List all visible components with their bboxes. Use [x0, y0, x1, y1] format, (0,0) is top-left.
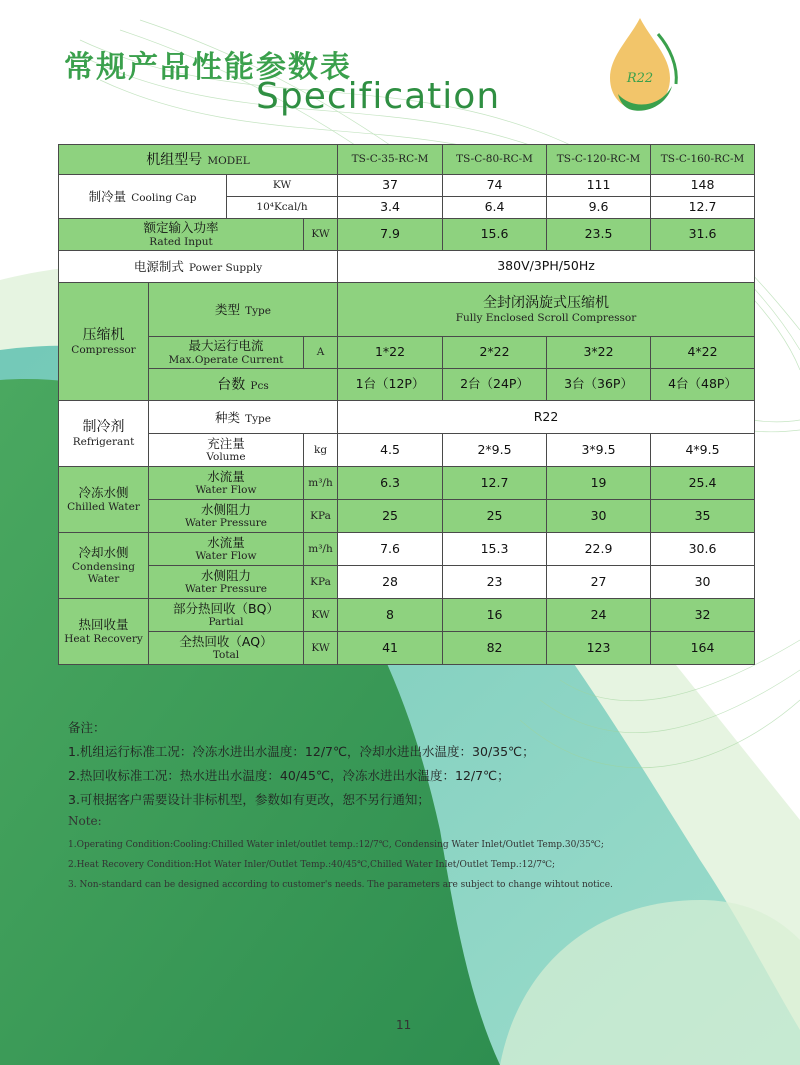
- cooling-kw-3: 111: [547, 175, 651, 197]
- condensing-flow-3: 22.9: [547, 533, 651, 566]
- page-number: 11: [396, 1018, 412, 1032]
- notes-zh-line-2: 2.热回收标准工况：热水进出水温度：40/45℃，冷冻水进出水温度：12/7℃；: [68, 768, 510, 783]
- chilled-pressure-1: 25: [338, 500, 443, 533]
- rated-input-2: 15.6: [443, 219, 547, 251]
- heat-partial-2: 16: [443, 599, 547, 632]
- rated-input-label: 额定输入功率 Rated Input: [59, 219, 304, 251]
- count-3: 3台（36P）: [547, 369, 651, 401]
- cooling-kcal-4: 12.7: [651, 197, 755, 219]
- refrigerant-type-label: 种类 Type: [149, 401, 338, 434]
- rated-input-3: 23.5: [547, 219, 651, 251]
- chilled-pressure-unit: KPa: [304, 500, 338, 533]
- condensing-pressure-label: 水侧阻力 Water Pressure: [149, 566, 304, 599]
- chilled-flow-4: 25.4: [651, 467, 755, 500]
- row-compressor-current: [59, 337, 755, 369]
- chilled-flow-1: 6.3: [338, 467, 443, 500]
- condensing-flow-1: 7.6: [338, 533, 443, 566]
- condensing-flow-2: 15.3: [443, 533, 547, 566]
- rated-input-unit: KW: [304, 219, 338, 251]
- cooling-kcal-3: 9.6: [547, 197, 651, 219]
- model-2: TS-C-80-RC-M: [443, 145, 547, 175]
- row-condensing-flow: [59, 533, 755, 566]
- refrigerant-type-value: R22: [338, 401, 755, 434]
- row-power-supply: [59, 251, 755, 283]
- count-4: 4台（48P）: [651, 369, 755, 401]
- cooling-label: 制冷量 Cooling Cap: [59, 175, 227, 219]
- row-rated-input: [59, 219, 755, 251]
- row-condensing-pressure: [59, 566, 755, 599]
- heat-total-3: 123: [547, 632, 651, 665]
- current-4: 4*22: [651, 337, 755, 369]
- heat-partial-4: 32: [651, 599, 755, 632]
- notes-en-heading: Note:: [68, 814, 102, 828]
- row-chilled-pressure: [59, 500, 755, 533]
- cooling-kcal-2: 6.4: [443, 197, 547, 219]
- condensing-pressure-3: 27: [547, 566, 651, 599]
- row-model: [59, 145, 755, 175]
- current-1: 1*22: [338, 337, 443, 369]
- condensing-pressure-2: 23: [443, 566, 547, 599]
- page-title-en: Specification: [256, 76, 501, 117]
- cooling-kw-unit: KW: [227, 175, 338, 197]
- row-compressor-type: [59, 283, 755, 337]
- model-3: TS-C-120-RC-M: [547, 145, 651, 175]
- count-2: 2台（24P）: [443, 369, 547, 401]
- current-unit: A: [304, 337, 338, 369]
- chilled-label: 冷冻水侧 Chilled Water: [59, 467, 149, 533]
- volume-4: 4*9.5: [651, 434, 755, 467]
- notes-zh: [68, 716, 535, 812]
- notes-en-line-2: 2.Heat Recovery Condition:Hot Water Inler/Outlet Temp.:40/45℃,Chilled Water Inlet/Outlet Temp.:12/7℃;: [68, 860, 556, 870]
- volume-2: 2*9.5: [443, 434, 547, 467]
- heat-total-2: 82: [443, 632, 547, 665]
- volume-label: 充注量 Volume: [149, 434, 304, 467]
- cooling-kw-1: 37: [338, 175, 443, 197]
- volume-unit: kg: [304, 434, 338, 467]
- heat-total-unit: KW: [304, 632, 338, 665]
- heat-total-label: 全热回收（AQ） Total: [149, 632, 304, 665]
- chilled-pressure-3: 30: [547, 500, 651, 533]
- count-label: 台数 Pcs: [149, 369, 338, 401]
- badge-label: R22: [626, 71, 654, 86]
- chilled-flow-3: 19: [547, 467, 651, 500]
- compressor-type-value: 全封闭涡旋式压缩机 Fully Enclosed Scroll Compressor: [338, 283, 755, 337]
- heat-total-4: 164: [651, 632, 755, 665]
- power-supply-label: 电源制式 Power Supply: [59, 251, 338, 283]
- heat-recovery-label: 热回收量 Heat Recovery: [59, 599, 149, 665]
- condensing-flow-4: 30.6: [651, 533, 755, 566]
- heat-partial-3: 24: [547, 599, 651, 632]
- chilled-pressure-label: 水侧阻力 Water Pressure: [149, 500, 304, 533]
- count-1: 1台（12P）: [338, 369, 443, 401]
- row-heat-partial: [59, 599, 755, 632]
- rated-input-1: 7.9: [338, 219, 443, 251]
- current-label: 最大运行电流 Max.Operate Current: [149, 337, 304, 369]
- power-supply-value: 380V/3PH/50Hz: [338, 251, 755, 283]
- notes-zh-line-3: 3.可根据客户需要设计非标机型，参数如有更改，恕不另行通知；: [68, 792, 430, 807]
- cooling-kw-2: 74: [443, 175, 547, 197]
- notes-en-line-3: 3. Non-standard can be designed according to customer's needs. The parameters are subject to change wihtout notice.: [68, 880, 613, 890]
- row-compressor-count: [59, 369, 755, 401]
- cooling-kcal-1: 3.4: [338, 197, 443, 219]
- model-1: TS-C-35-RC-M: [338, 145, 443, 175]
- spec-table: [58, 144, 755, 665]
- notes-en-line-1: 1.Operating Condition:Cooling:Chilled Water inlet/outlet temp.:12/7℃, Condensing Water Inlet/Outlet Temp.30/35℃;: [68, 840, 604, 850]
- condensing-pressure-1: 28: [338, 566, 443, 599]
- row-cooling-kw: [59, 175, 755, 197]
- chilled-pressure-4: 35: [651, 500, 755, 533]
- notes-zh-heading: 备注：: [68, 720, 106, 735]
- notes-zh-line-1: 1.机组运行标准工况：冷冻水进出水温度：12/7℃，冷却水进出水温度：30/35℃；: [68, 744, 535, 759]
- notes-en: [68, 814, 613, 900]
- model-4: TS-C-160-RC-M: [651, 145, 755, 175]
- compressor-label: 压缩机 Compressor: [59, 283, 149, 401]
- condensing-label: 冷却水侧 Condensing Water: [59, 533, 149, 599]
- rated-input-4: 31.6: [651, 219, 755, 251]
- condensing-pressure-unit: KPa: [304, 566, 338, 599]
- volume-1: 4.5: [338, 434, 443, 467]
- heat-total-1: 41: [338, 632, 443, 665]
- row-refrigerant-volume: [59, 434, 755, 467]
- chilled-flow-2: 12.7: [443, 467, 547, 500]
- condensing-flow-label: 水流量 Water Flow: [149, 533, 304, 566]
- row-heat-total: [59, 632, 755, 665]
- heat-partial-1: 8: [338, 599, 443, 632]
- cooling-kcal-unit: 10⁴Kcal/h: [227, 197, 338, 219]
- condensing-pressure-4: 30: [651, 566, 755, 599]
- model-label: 机组型号 MODEL: [59, 145, 338, 175]
- chilled-pressure-2: 25: [443, 500, 547, 533]
- current-2: 2*22: [443, 337, 547, 369]
- chilled-flow-unit: m³/h: [304, 467, 338, 500]
- volume-3: 3*9.5: [547, 434, 651, 467]
- chilled-flow-label: 水流量 Water Flow: [149, 467, 304, 500]
- page-title-zh: 常规产品性能参数表: [64, 50, 352, 85]
- heat-partial-unit: KW: [304, 599, 338, 632]
- heat-partial-label: 部分热回收（BQ） Partial: [149, 599, 304, 632]
- refrigerant-label: 制冷剂 Refrigerant: [59, 401, 149, 467]
- current-3: 3*22: [547, 337, 651, 369]
- cooling-kw-4: 148: [651, 175, 755, 197]
- r22-drop-badge: [598, 14, 682, 114]
- row-chilled-flow: [59, 467, 755, 500]
- condensing-flow-unit: m³/h: [304, 533, 338, 566]
- compressor-type-label: 类型 Type: [149, 283, 338, 337]
- row-refrigerant-type: [59, 401, 755, 434]
